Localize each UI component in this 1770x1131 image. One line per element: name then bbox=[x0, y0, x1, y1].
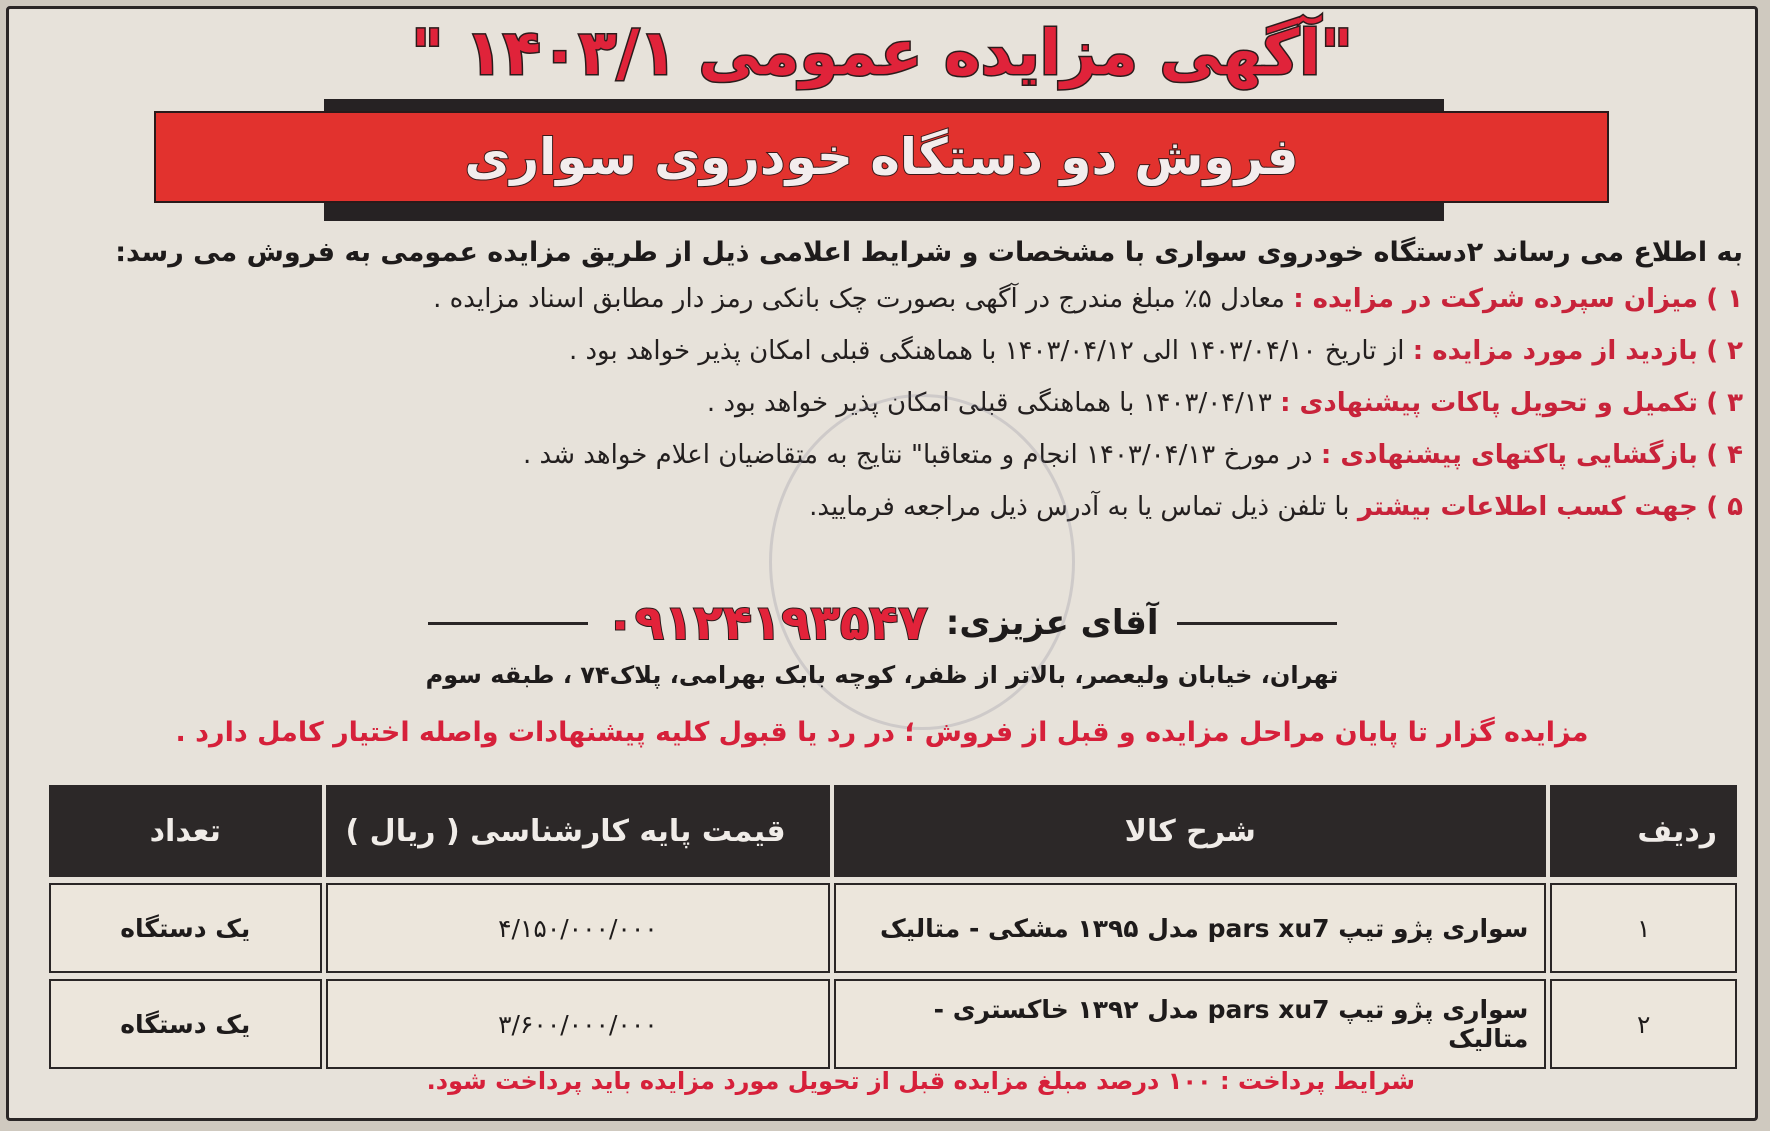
payment-terms: شرایط پرداخت : ۱۰۰ درصد مبلغ مزایده قبل از تحویل مورد مزایده باید پرداخت شود. bbox=[426, 1067, 1415, 1095]
cell-quantity: یک دستگاه bbox=[49, 979, 322, 1069]
item-text: در مورخ ۱۴۰۳/۰۴/۱۳ انجام و متعاقبا" نتایج به متقاضیان اعلام خواهد شد . bbox=[523, 440, 1313, 470]
header-quantity: تعداد bbox=[49, 785, 322, 877]
item-text: معادل ۵٪ مبلغ مندرج در آگهی بصورت چک بانکی رمز دار مطابق اسناد مزایده . bbox=[433, 284, 1285, 314]
item-number: ۴ ) bbox=[1706, 440, 1743, 470]
item-text: با تلفن ذیل تماس یا به آدرس ذیل مراجعه فرمایید. bbox=[809, 492, 1350, 522]
item-label: میزان سپرده شرکت در مزایده : bbox=[1293, 284, 1698, 314]
item-label: جهت کسب اطلاعات بیشتر bbox=[1357, 492, 1698, 522]
divider-line bbox=[1177, 622, 1337, 625]
item-label: بازدید از مورد مزایده : bbox=[1412, 336, 1698, 366]
list-item-info bbox=[23, 487, 1743, 527]
item-number: ۲ ) bbox=[1706, 336, 1743, 366]
contact-phone: ۰۹۱۲۴۱۹۳۵۴۷ bbox=[605, 595, 928, 651]
reserve-note: مزایده گزار تا پایان مراحل مزایده و قبل از فروش ؛ در رد یا قبول کلیه پیشنهادات واصله اختیار کامل دارد . bbox=[175, 717, 1589, 748]
contact-name: آقای عزیزی: bbox=[945, 603, 1159, 643]
header-price: قیمت پایه کارشناسی ( ریال ) bbox=[326, 785, 831, 877]
cell-quantity: یک دستگاه bbox=[49, 883, 322, 973]
cell-description: سواری پژو تیپ pars xu7 مدل ۱۳۹۲ خاکستری - متالیک bbox=[834, 979, 1546, 1069]
item-number: ۱ ) bbox=[1706, 284, 1743, 314]
cell-price: ۳/۶۰۰/۰۰۰/۰۰۰ bbox=[326, 979, 831, 1069]
cell-price: ۴/۱۵۰/۰۰۰/۰۰۰ bbox=[326, 883, 831, 973]
contact-line bbox=[9, 591, 1755, 655]
cell-row-number: ۲ bbox=[1550, 979, 1737, 1069]
intro-text: به اطلاع می رساند ۲دستگاه خودروی سواری با مشخصات و شرایط اعلامی ذیل از طریق مزایده عمومی به فروش می رسد: bbox=[115, 237, 1743, 268]
item-label: تکمیل و تحویل پاکات پیشنهادی : bbox=[1280, 388, 1698, 418]
subtitle-text: فروش دو دستگاه خودروی سواری bbox=[464, 128, 1299, 186]
list-item-visit bbox=[23, 331, 1743, 371]
ad-frame bbox=[6, 6, 1758, 1121]
address-text: تهران، خیابان ولیعصر، بالاتر از ظفر، کوچه بابک بهرامی، پلاک۷۴ ، طبقه سوم bbox=[425, 661, 1339, 689]
list-item-submission bbox=[23, 383, 1743, 423]
list-item-deposit bbox=[23, 279, 1743, 319]
table-row bbox=[49, 883, 1737, 973]
table-row bbox=[49, 979, 1737, 1069]
item-number: ۳ ) bbox=[1706, 388, 1743, 418]
cell-description: سواری پژو تیپ pars xu7 مدل ۱۳۹۵ مشکی - متالیک bbox=[834, 883, 1546, 973]
item-label: بازگشایی پاکتهای پیشنهادی : bbox=[1320, 440, 1698, 470]
item-number: ۵ ) bbox=[1706, 492, 1743, 522]
table-header-row bbox=[49, 785, 1737, 877]
items-table bbox=[45, 779, 1741, 1075]
headline-title: "آگهی مزایده عمومی ۱۴۰۳/۱ " bbox=[411, 16, 1353, 89]
header-row-number: ردیف bbox=[1550, 785, 1737, 877]
list-item-opening bbox=[23, 435, 1743, 475]
cell-row-number: ۱ bbox=[1550, 883, 1737, 973]
header-description: شرح کالا bbox=[834, 785, 1546, 877]
item-text: ۱۴۰۳/۰۴/۱۳ با هماهنگی قبلی امکان پذیر خواهد بود . bbox=[706, 388, 1272, 418]
item-text: از تاریخ ۱۴۰۳/۰۴/۱۰ الی ۱۴۰۳/۰۴/۱۲ با هماهنگی قبلی امکان پذیر خواهد بود . bbox=[568, 336, 1405, 366]
divider-line bbox=[428, 622, 588, 625]
